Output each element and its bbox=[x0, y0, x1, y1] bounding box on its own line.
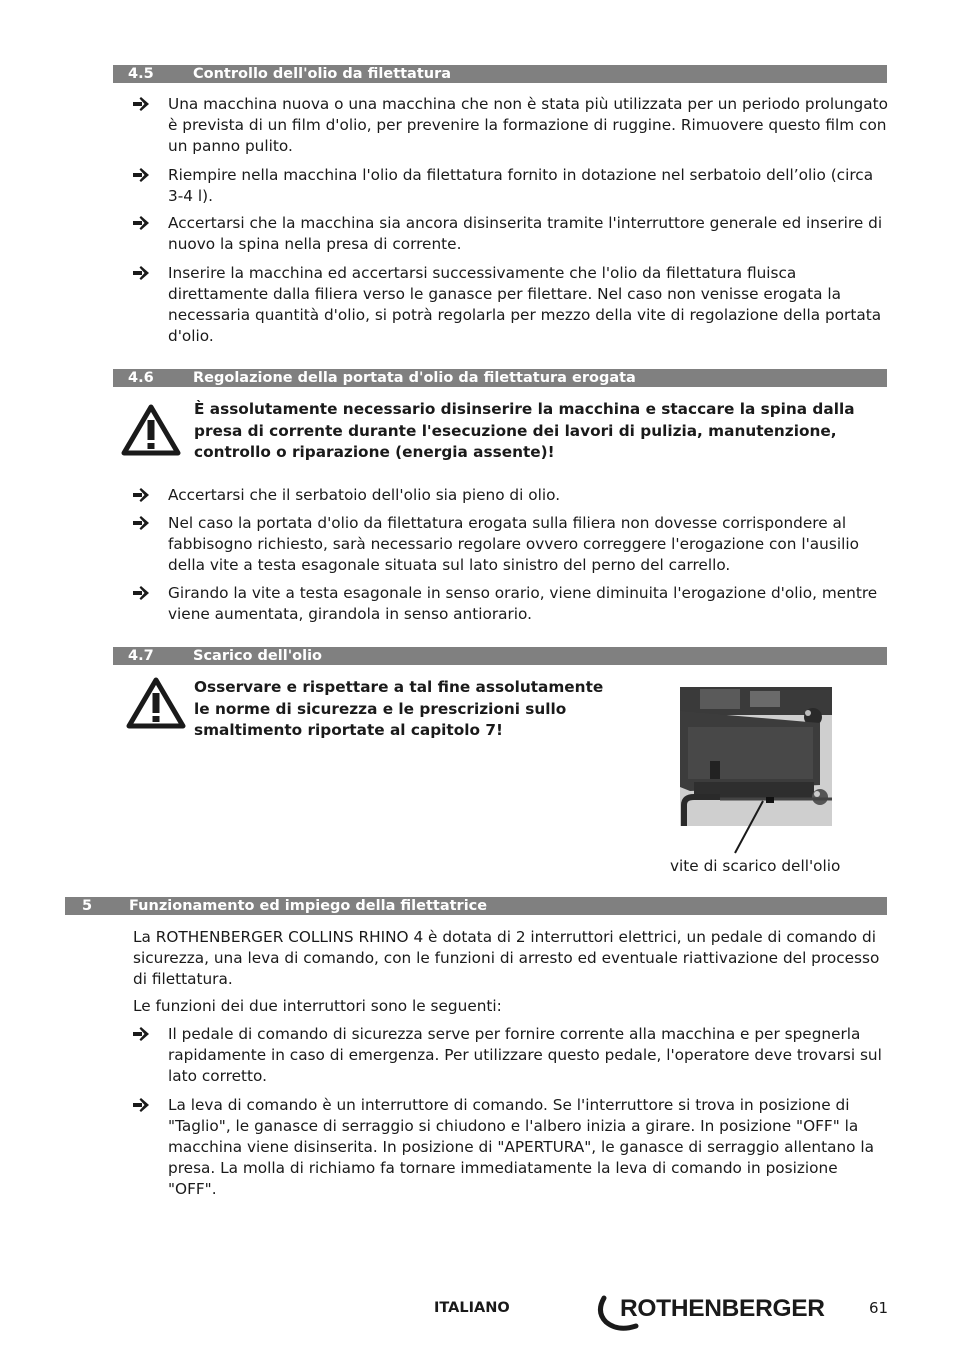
warning-triangle-icon bbox=[121, 404, 181, 456]
list-item: Girando la vite a testa esagonale in senso orario, viene diminuita l'erogazione d'olio, mentre viene aumentata, girandola in senso antiorario. bbox=[168, 584, 878, 623]
paragraph: La ROTHENBERGER COLLINS RHINO 4 è dotata di 2 interruttori elettrici, un pedale di comando di sicurezza, una leva di comando, con le funzioni di arresto ed eventuale riattivazione del processo di filettatura. bbox=[133, 928, 880, 988]
warning-triangle-icon bbox=[126, 677, 186, 729]
arrow-right-icon bbox=[133, 216, 149, 230]
list-item: Il pedale di comando di sicurezza serve per fornire corrente alla macchina e per spegnerla rapidamente in caso di emergenza. Per utilizzare questo pedale, l'operatore deve trovarsi sul lato corretto. bbox=[168, 1025, 882, 1085]
section-title: Regolazione della portata d'olio da filettatura erogata bbox=[193, 370, 636, 386]
list-item: Riempire nella macchina l'olio da filettatura fornito in dotazione nel serbatoio dell’olio (circa 3-4 l). bbox=[168, 166, 874, 205]
section-header-5 bbox=[65, 897, 887, 915]
section-number: 4.7 bbox=[128, 648, 154, 664]
warning-text: È assolutamente necessario disinserire la macchina e staccare la spina dalla presa di corrente durante l'esecuzione dei lavori di pulizia, manutenzione, controllo o riparazione (energia assente)! bbox=[194, 400, 855, 461]
brand-wordmark: ROTHENBERGER bbox=[620, 1295, 825, 1322]
arrow-right-icon bbox=[133, 586, 149, 600]
section-header-4-5 bbox=[113, 65, 887, 83]
list-item: La leva di comando è un interruttore di comando. Se l'interruttore si trova in posizione di "Taglio", le ganasce di serraggio si chiudono e l'albero inizia a girare. In posizione "OFF" la macchina viene disinserita. In posizione di "APERTURA", le ganasce di serraggio allentano la presa. La molla di richiamo fa tornare immediatamente la leva di comando in posizione "OFF". bbox=[168, 1096, 875, 1198]
section-header-4-7 bbox=[113, 647, 887, 665]
list-item: Una macchina nuova o una macchina che non è stata più utilizzata per un periodo prolungato è prevista di un film d'olio, per prevenire la formazione di ruggine. Rimuovere questo film con un panno pulito. bbox=[168, 95, 888, 155]
section-title: Funzionamento ed impiego della filettatrice bbox=[129, 898, 488, 914]
list-item: Accertarsi che la macchina sia ancora disinserita tramite l'interruttore generale ed inserire di nuovo la spina nella presa di corrente. bbox=[168, 214, 883, 253]
brand-logo bbox=[596, 1294, 836, 1332]
arrow-right-icon bbox=[133, 516, 149, 530]
section-number: 5 bbox=[82, 898, 93, 914]
arrow-right-icon bbox=[133, 266, 149, 280]
image-caption: vite di scarico dell'olio bbox=[670, 857, 841, 875]
warning-text: Osservare e rispettare a tal fine assolutamente le norme di sicurezza e le prescrizioni sullo smaltimento riportate al capitolo 7! bbox=[194, 678, 604, 739]
section-number: 4.6 bbox=[128, 370, 154, 386]
arrow-right-icon bbox=[133, 97, 149, 111]
list-item: Inserire la macchina ed accertarsi successivamente che l'olio da filettatura fluisca direttamente dalla filiera verso le ganasce per filettare. Nel caso non venisse erogata la necessaria quantità d'olio, si potrà regolarla per mezzo della vite di regolazione della portata d'olio. bbox=[168, 264, 882, 345]
paragraph: Le funzioni dei due interruttori sono le seguenti: bbox=[133, 997, 502, 1015]
arrow-right-icon bbox=[133, 1027, 149, 1041]
list-item: Nel caso la portata d'olio da filettatura erogata sulla filiera non dovesse corrispondere al fabbisogno richiesto, sarà necessario regolare ovvero correggere l'erogazione con l'ausilio della vite a testa esagonale situata sul lato sinistro del perno del carrello. bbox=[168, 514, 859, 574]
pointer-line bbox=[730, 795, 770, 857]
section-number: 4.5 bbox=[128, 66, 154, 82]
page-number: 61 bbox=[869, 1299, 889, 1317]
arrow-right-icon bbox=[133, 168, 149, 182]
footer-language: ITALIANO bbox=[434, 1300, 510, 1316]
arrow-right-icon bbox=[133, 1098, 149, 1112]
list-item: Accertarsi che il serbatoio dell'olio sia pieno di olio. bbox=[168, 486, 561, 504]
section-title: Controllo dell'olio da filettatura bbox=[193, 66, 452, 82]
section-header-4-6 bbox=[113, 369, 887, 387]
arrow-right-icon bbox=[133, 488, 149, 502]
section-title: Scarico dell'olio bbox=[193, 648, 323, 664]
